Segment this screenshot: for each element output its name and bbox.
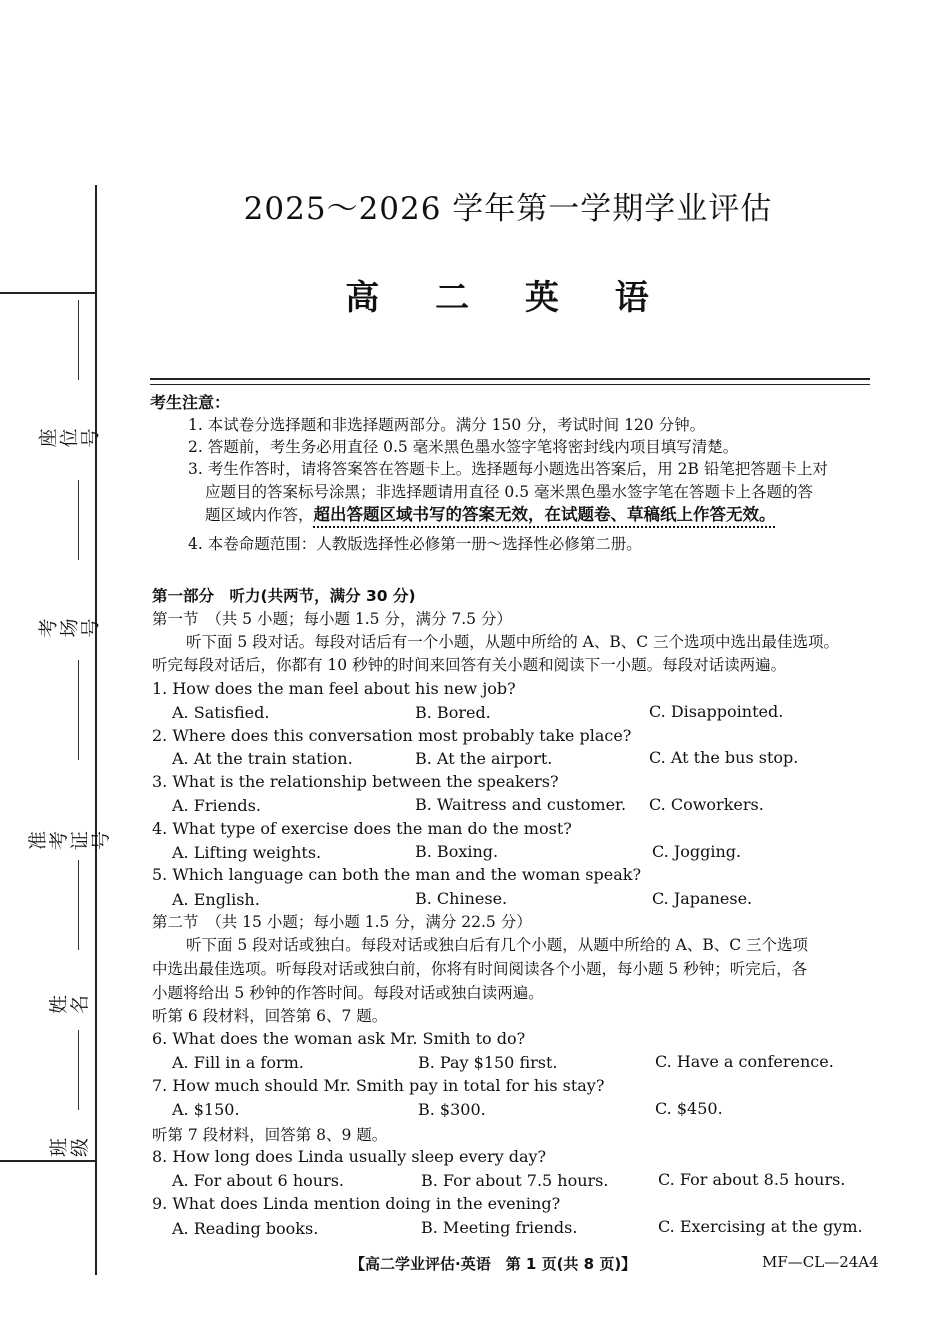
room-blank xyxy=(78,480,79,560)
q1-option-c: C. Disappointed. xyxy=(649,702,784,721)
q4-option-c: C. Jogging. xyxy=(652,842,742,861)
notice-item-3-cont: 应题目的答案标号涂黑；非选择题请用直径 0.5 毫米黑色墨水签字笔在答题卡上各题的答 xyxy=(205,483,814,501)
section1-instruction-2: 听完每段对话后，你都有 10 秒钟的时间来回答有关小题和阅读下一小题。每段对话读两遍。 xyxy=(152,656,787,674)
notice-item-3: 3. 考生作答时，请将答案答在答题卡上。选择题每小题选出答案后，用 2B 铅笔把答题卡上对 xyxy=(188,460,828,478)
binding-bottom-rule xyxy=(0,1160,96,1162)
question-7: 7. How much should Mr. Smith pay in total for his stay? xyxy=(152,1076,605,1095)
ticket-number-label: 准考证号 xyxy=(27,830,112,850)
q5-option-a: A. English. xyxy=(172,890,260,909)
question-5: 5. Which language can both the man and the woman speak? xyxy=(152,865,642,884)
exam-room-label: 考场号 xyxy=(37,618,102,638)
question-1: 1. How does the man feel about his new job? xyxy=(152,679,516,698)
class-label: 班级 xyxy=(48,1137,91,1157)
q2-option-c: C. At the bus stop. xyxy=(649,748,799,767)
subject-title: 高 二 英 语 xyxy=(345,278,671,318)
section2-heading: 第二节 （共 15 小题；每小题 1.5 分，满分 22.5 分） xyxy=(152,913,532,931)
binding-line xyxy=(95,185,97,1275)
q9-option-a: A. Reading books. xyxy=(172,1219,319,1238)
notice-heading: 考生注意： xyxy=(150,393,231,412)
question-6: 6. What does the woman ask Mr. Smith to do? xyxy=(152,1029,526,1048)
notice-item-1: 1. 本试卷分选择题和非选择题两部分。满分 150 分，考试时间 120 分钟。 xyxy=(188,416,706,434)
q8-option-a: A. For about 6 hours. xyxy=(172,1171,345,1190)
ticket-blank xyxy=(78,660,79,760)
notice-item-2: 2. 答题前，考生务必用直径 0.5 毫米黑色墨水签字笔将密封线内项目填写清楚。 xyxy=(188,438,739,456)
question-8: 8. How long does Linda usually sleep every day? xyxy=(152,1147,547,1166)
paper-code: MF—CL—24A4 xyxy=(762,1253,879,1271)
q5-option-c: C. Japanese. xyxy=(652,889,753,908)
q3-option-c: C. Coworkers. xyxy=(649,795,764,814)
question-9: 9. What does Linda mention doing in the evening? xyxy=(152,1194,561,1213)
section1-instruction-1: 听下面 5 段对话。每段对话后有一个小题，从题中所给的 A、B、C 三个选项中选出最佳选项。 xyxy=(186,633,840,651)
q6-option-a: A. Fill in a form. xyxy=(172,1053,304,1072)
section2-instruction-1: 听下面 5 段对话或独白。每段对话或独白后有几个小题，从题中所给的 A、B、C 三个选项 xyxy=(186,936,809,954)
exam-title: 2025～2026 学年第一学期学业评估 xyxy=(243,191,773,227)
q3-option-b: B. Waitress and customer. xyxy=(415,795,627,814)
name-blank xyxy=(78,860,79,950)
q7-option-a: A. $150. xyxy=(172,1100,240,1119)
material-7-heading: 听第 7 段材料，回答第 8、9 题。 xyxy=(152,1126,388,1144)
question-3: 3. What is the relationship between the speakers? xyxy=(152,772,559,791)
section2-instruction-2: 中选出最佳选项。听每段对话或独白前，你将有时间阅读各个小题，每小题 5 秒钟；听完后，各 xyxy=(152,960,808,978)
section1-heading: 第一节 （共 5 小题；每小题 1.5 分，满分 7.5 分） xyxy=(152,610,512,628)
q2-option-b: B. At the airport. xyxy=(415,749,553,768)
q5-option-b: B. Chinese. xyxy=(415,889,508,908)
part1-heading: 第一部分 听力(共两节，满分 30 分) xyxy=(152,587,416,605)
top-double-rule-thin xyxy=(150,384,870,385)
q9-option-c: C. Exercising at the gym. xyxy=(658,1217,863,1236)
q1-option-b: B. Bored. xyxy=(415,703,491,722)
notice-item-4: 4. 本卷命题范围：人教版选择性必修第一册～选择性必修第二册。 xyxy=(188,535,642,553)
name-label: 姓名 xyxy=(48,994,91,1014)
q8-option-c: C. For about 8.5 hours. xyxy=(658,1170,846,1189)
q4-option-b: B. Boxing. xyxy=(415,842,499,861)
q3-option-a: A. Friends. xyxy=(172,796,261,815)
material-6-heading: 听第 6 段材料，回答第 6、7 题。 xyxy=(152,1007,388,1025)
q8-option-b: B. For about 7.5 hours. xyxy=(421,1171,609,1190)
question-4: 4. What type of exercise does the man do the most? xyxy=(152,819,572,838)
q7-option-b: B. $300. xyxy=(418,1100,486,1119)
q1-option-a: A. Satisfied. xyxy=(172,703,270,722)
q6-option-b: B. Pay $150 first. xyxy=(418,1053,558,1072)
q7-option-c: C. $450. xyxy=(655,1099,723,1118)
q2-option-a: A. At the train station. xyxy=(172,749,353,768)
notice-item-3-end-text: 题区域内作答， xyxy=(205,506,314,524)
top-double-rule xyxy=(150,378,870,380)
q4-option-a: A. Lifting weights. xyxy=(172,843,322,862)
notice-emphasis: 超出答题区域书写的答案无效，在试题卷、草稿纸上作答无效。 xyxy=(313,505,776,524)
seat-number-label: 座位号 xyxy=(37,428,102,448)
q9-option-b: B. Meeting friends. xyxy=(421,1218,578,1237)
question-2: 2. Where does this conversation most probably take place? xyxy=(152,726,632,745)
page-footer: 【高二学业评估·英语 第 1 页(共 8 页)】 xyxy=(350,1255,637,1273)
class-blank xyxy=(78,1030,79,1110)
notice-item-3-end xyxy=(205,504,776,526)
section2-instruction-3: 小题将给出 5 秒钟的作答时间。每段对话或独白读两遍。 xyxy=(152,984,544,1002)
q6-option-c: C. Have a conference. xyxy=(655,1052,834,1071)
